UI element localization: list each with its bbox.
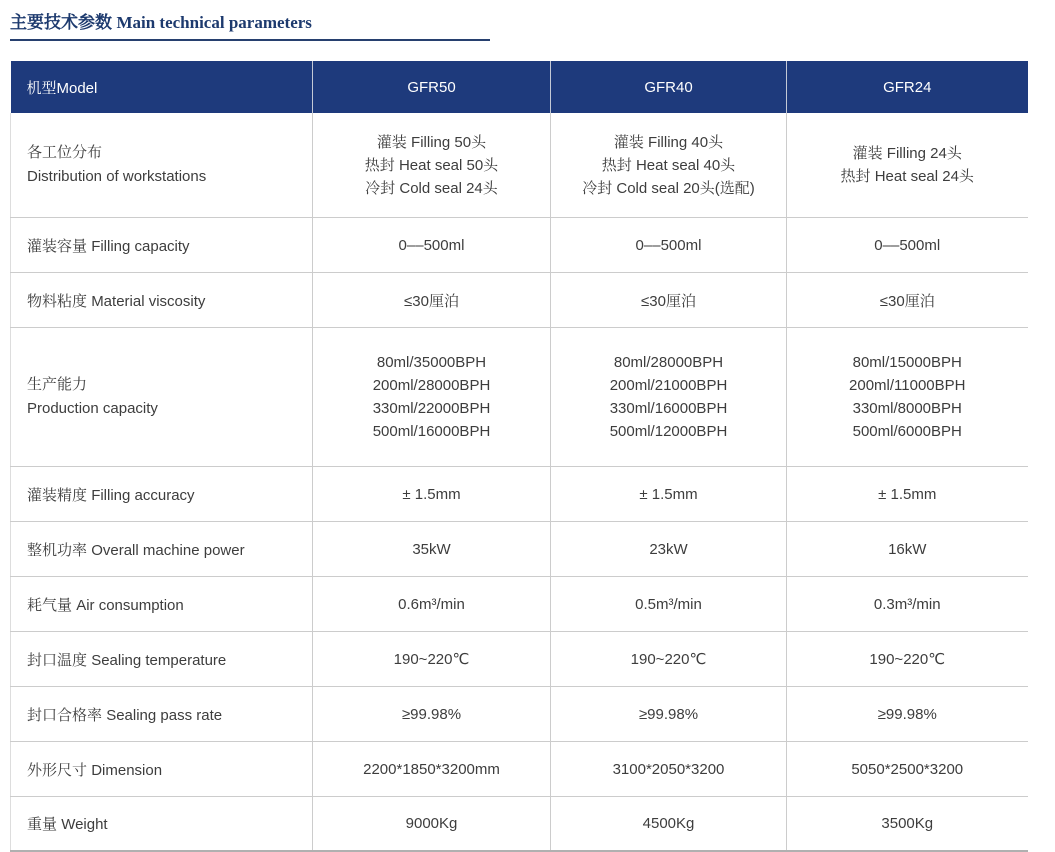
cell-value: ≥99.98% (313, 687, 551, 742)
table-row-workstations (11, 113, 1028, 218)
table-row-filling-accuracy (11, 467, 1028, 522)
table-row-sealing-temperature (11, 632, 1028, 687)
cell-value: ≤30厘泊 (313, 273, 551, 328)
row-label-zh: 生产能力 (27, 376, 88, 393)
cell-value: ± 1.5mm (313, 467, 551, 522)
cell-value: 80ml/15000BPH 200ml/11000BPH 330ml/8000BPH 500ml/6000BPH (787, 328, 1028, 467)
cell-value: 4500Kg (551, 797, 787, 852)
row-label (11, 742, 313, 797)
cell-value: ± 1.5mm (551, 467, 787, 522)
row-label-zh: 重量 (27, 816, 58, 833)
cell-value: 0.6m³/min (313, 577, 551, 632)
cell-value: ≥99.98% (787, 687, 1028, 742)
cell-value: 0.3m³/min (787, 577, 1028, 632)
row-label-en: Material viscosity (91, 292, 206, 310)
row-label-en: Production capacity (27, 400, 158, 417)
row-label (11, 273, 313, 328)
cell-value: 2200*1850*3200mm (313, 742, 551, 797)
table-row-dimension (11, 742, 1028, 797)
row-label (11, 797, 313, 852)
cell-value: 190~220℃ (313, 632, 551, 687)
cell-value: 35kW (313, 522, 551, 577)
page-title-chinese: 主要技术参数 (10, 13, 112, 32)
row-label (11, 687, 313, 742)
cell-value: 80ml/28000BPH 200ml/21000BPH 330ml/16000BPH 500ml/12000BPH (551, 328, 787, 467)
cell-value: ± 1.5mm (787, 467, 1028, 522)
row-label-en: Weight (61, 816, 108, 833)
row-label-en: Dimension (91, 761, 163, 779)
table-row-production-capacity (11, 328, 1028, 467)
row-label (11, 577, 313, 632)
row-label (11, 522, 313, 577)
table-row-air-consumption (11, 577, 1028, 632)
column-header-gfr50: GFR50 (313, 61, 551, 113)
cell-value: 9000Kg (313, 797, 551, 852)
row-label-en: Distribution of workstations (27, 168, 207, 185)
cell-value: 3100*2050*3200 (551, 742, 787, 797)
row-label-zh: 耗气量 (27, 596, 73, 614)
cell-value: ≤30厘泊 (551, 273, 787, 328)
row-label (11, 632, 313, 687)
table-row-filling-capacity (11, 218, 1028, 273)
row-label (11, 467, 313, 522)
row-label-en: Sealing temperature (91, 651, 227, 669)
cell-value: 5050*2500*3200 (787, 742, 1028, 797)
cell-value: 190~220℃ (787, 632, 1028, 687)
row-label (11, 328, 313, 467)
cell-value: 80ml/35000BPH 200ml/28000BPH 330ml/22000BPH 500ml/16000BPH (313, 328, 551, 467)
row-label-en: Filling accuracy (91, 486, 195, 504)
row-label-en: Air consumption (76, 596, 184, 614)
cell-value: 灌装 Filling 50头 热封 Heat seal 50头 冷封 Cold seal 24头 (313, 113, 551, 218)
cell-value: 0––500ml (551, 218, 787, 273)
cell-value: 0––500ml (787, 218, 1028, 273)
row-label-zh: 灌装精度 (27, 486, 88, 504)
cell-value: 3500Kg (787, 797, 1028, 852)
page-title-english: Main technical parameters (116, 13, 312, 32)
cell-value: 0––500ml (313, 218, 551, 273)
row-label-en: Sealing pass rate (106, 706, 223, 724)
row-label-zh: 外形尺寸 (27, 761, 88, 779)
technical-parameters-table (10, 61, 1028, 852)
cell-value: 16kW (787, 522, 1028, 577)
table-row-material-viscosity (11, 273, 1028, 328)
table-row-weight (11, 797, 1028, 852)
cell-value: 灌装 Filling 24头 热封 Heat seal 24头 (787, 113, 1028, 218)
table-row-sealing-pass-rate (11, 687, 1028, 742)
column-header-gfr24: GFR24 (787, 61, 1028, 113)
cell-value: 190~220℃ (551, 632, 787, 687)
cell-value: ≤30厘泊 (787, 273, 1028, 328)
table-row-machine-power (11, 522, 1028, 577)
row-label (11, 113, 313, 218)
row-label-en: Filling capacity (91, 237, 190, 255)
row-label-zh: 灌装容量 (27, 237, 88, 255)
cell-value: ≥99.98% (551, 687, 787, 742)
table-header-row (11, 61, 1028, 113)
column-header-model: 机型Model (11, 61, 313, 113)
cell-value: 23kW (551, 522, 787, 577)
cell-value: 0.5m³/min (551, 577, 787, 632)
row-label-en: Overall machine power (91, 541, 245, 559)
row-label-zh: 封口温度 (27, 651, 88, 669)
row-label-zh: 各工位分布 (27, 144, 103, 161)
page-title (10, 8, 490, 41)
row-label-zh: 封口合格率 (27, 706, 103, 724)
row-label-zh: 整机功率 (27, 541, 88, 559)
cell-value: 灌装 Filling 40头 热封 Heat seal 40头 冷封 Cold seal 20头(选配) (551, 113, 787, 218)
spec-sheet-page (0, 8, 1055, 833)
column-header-gfr40: GFR40 (551, 61, 787, 113)
row-label-zh: 物料粘度 (27, 292, 88, 310)
row-label (11, 218, 313, 273)
